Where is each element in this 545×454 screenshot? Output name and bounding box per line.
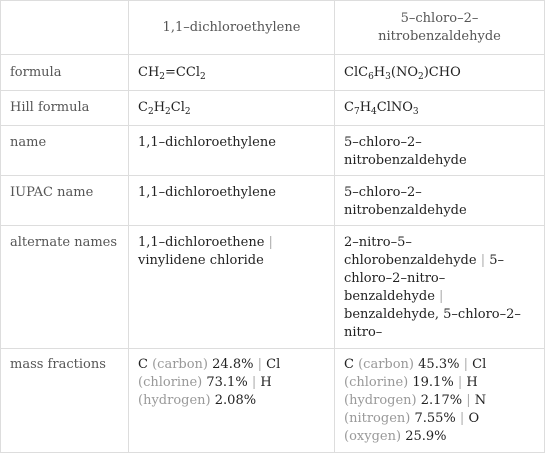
- row-label-alternate-names: alternate names: [1, 226, 129, 349]
- iupac-name-compound-1: 1,1–dichloroethylene: [129, 176, 335, 226]
- alternate-name: 1,1–dichloroethene: [138, 235, 265, 250]
- element-symbol: C: [138, 357, 148, 372]
- mass-fraction-value: 2.08%: [214, 393, 257, 408]
- separator: |: [257, 357, 262, 372]
- element-name: (chlorine): [138, 375, 203, 390]
- mass-fraction-value: 2.17%: [420, 393, 463, 408]
- row-name: [1, 126, 545, 176]
- separator: |: [268, 235, 273, 250]
- formula-subscript: 4: [371, 107, 377, 117]
- formula-part: C: [344, 100, 354, 115]
- separator: |: [439, 289, 444, 304]
- header-row: [1, 1, 545, 55]
- element-name: (chlorine): [344, 375, 409, 390]
- element-symbol: Cl: [266, 357, 281, 372]
- element-name: (carbon): [152, 357, 209, 372]
- alternate-name: 2–nitro–5–chlorobenzaldehyde: [344, 235, 477, 268]
- separator: |: [457, 375, 463, 390]
- formula-subscript: 7: [353, 107, 360, 117]
- separator: |: [251, 375, 257, 390]
- name-compound-2: 5–chloro–2–nitrobenzaldehyde: [335, 126, 545, 176]
- header-compound-1: 1,1–dichloroethylene: [129, 1, 335, 55]
- mass-fraction-value: 19.1%: [412, 375, 454, 390]
- row-label-mass-fractions: mass fractions: [1, 349, 129, 453]
- row-hill-formula: [1, 91, 545, 126]
- mass-fractions-compound-1: [129, 349, 335, 453]
- formula-subscript: 2: [417, 71, 424, 82]
- formula-part: CH: [138, 64, 160, 80]
- mass-fraction-value: 7.55%: [414, 411, 456, 426]
- formula-part: H: [359, 100, 372, 115]
- alternate-names-compound-2: [335, 226, 545, 349]
- alternate-name: 5–chloro–2–nitro–benzaldehyde: [344, 253, 505, 304]
- formula-compound-2: [335, 55, 545, 91]
- mass-fraction-value: 24.8%: [212, 357, 254, 372]
- alternate-name: benzaldehyde, 5–chloro–2–nitro–: [344, 307, 521, 340]
- row-alternate-names: [1, 226, 545, 349]
- row-formula: [1, 55, 545, 91]
- formula-subscript: 2: [199, 71, 206, 82]
- formula-part: =CCl: [165, 64, 200, 80]
- formula-part: H: [153, 100, 166, 115]
- element-name: (hydrogen): [138, 393, 211, 408]
- mass-fractions-compound-2: [335, 349, 545, 453]
- row-label-hill-formula: Hill formula: [1, 91, 129, 126]
- iupac-name-compound-2: 5–chloro–2–nitrobenzaldehyde: [335, 176, 545, 226]
- formula-part: Cl: [170, 100, 185, 115]
- element-symbol: N: [474, 393, 487, 408]
- mass-fraction-value: 45.3%: [418, 357, 460, 372]
- formula-part: C: [138, 100, 148, 115]
- header-compound-2: 5–chloro–2–nitrobenzaldehyde: [335, 1, 545, 55]
- element-symbol: Cl: [472, 357, 487, 372]
- formula-part: ClNO: [376, 100, 413, 115]
- mass-fraction-value: 73.1%: [206, 375, 248, 390]
- formula-subscript: 2: [165, 107, 171, 117]
- formula-part: ClC: [344, 64, 369, 80]
- formula-subscript: 2: [159, 71, 166, 82]
- hill-formula-compound-2: [335, 91, 545, 126]
- name-compound-1: 1,1–dichloroethylene: [129, 126, 335, 176]
- formula-part: H: [373, 64, 386, 80]
- element-symbol: H: [260, 375, 272, 390]
- mass-fraction-value: 25.9%: [405, 429, 447, 444]
- separator: |: [459, 411, 465, 426]
- alternate-name: vinylidene chloride: [138, 253, 264, 268]
- formula-compound-1: [129, 55, 335, 91]
- element-name: (carbon): [358, 357, 415, 372]
- row-label-formula: formula: [1, 55, 129, 91]
- formula-subscript: 6: [368, 71, 374, 82]
- element-symbol: C: [344, 357, 354, 372]
- element-name: (hydrogen): [344, 393, 417, 408]
- element-symbol: H: [466, 375, 478, 390]
- header-blank-cell: [1, 1, 129, 55]
- separator: |: [463, 357, 468, 372]
- alternate-names-compound-1: [129, 226, 335, 349]
- formula-part: (NO: [390, 64, 418, 80]
- formula-subscript: 3: [385, 71, 391, 82]
- row-mass-fractions: [1, 349, 545, 453]
- row-iupac-name: [1, 176, 545, 226]
- separator: |: [480, 253, 486, 268]
- hill-formula-compound-1: [129, 91, 335, 126]
- element-name: (nitrogen): [344, 411, 411, 426]
- separator: |: [466, 393, 471, 408]
- element-symbol: O: [468, 411, 480, 426]
- row-label-iupac-name: IUPAC name: [1, 176, 129, 226]
- formula-part: )CHO: [423, 64, 461, 80]
- formula-subscript: 2: [184, 107, 191, 117]
- row-label-name: name: [1, 126, 129, 176]
- formula-subscript: 3: [412, 107, 419, 117]
- formula-subscript: 2: [147, 107, 154, 117]
- element-name: (oxygen): [344, 429, 402, 444]
